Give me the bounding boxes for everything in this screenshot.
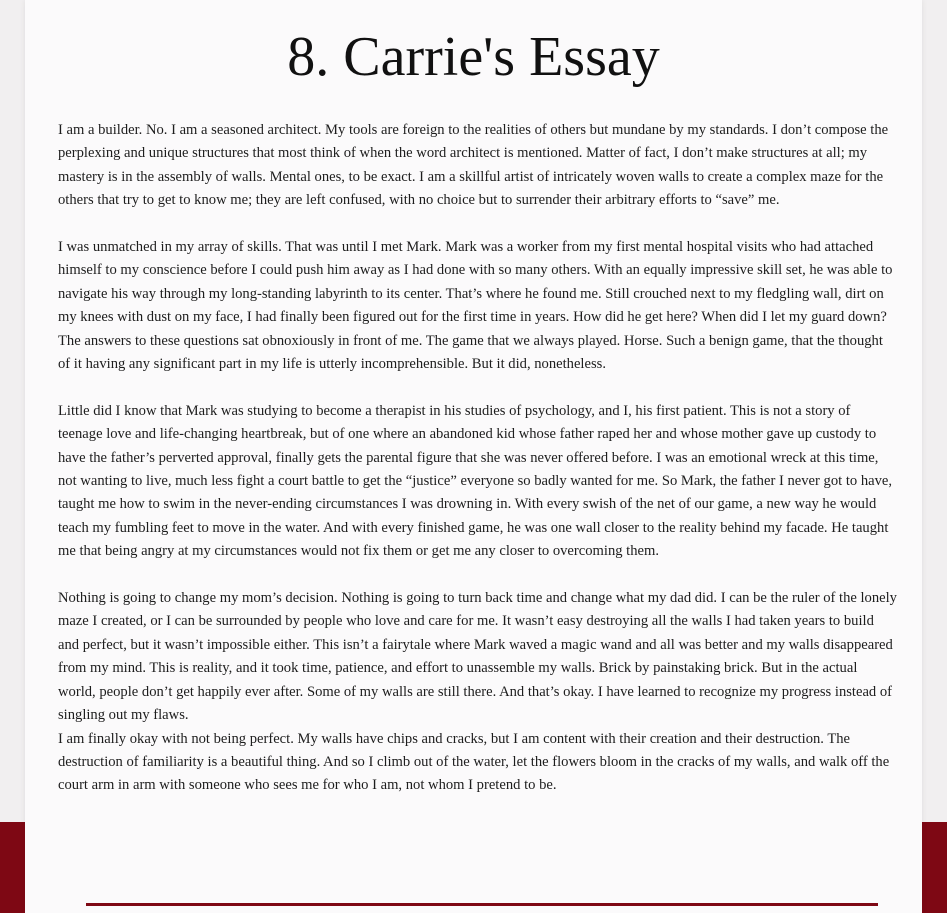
essay-page: [25, 0, 922, 913]
page-title: 8. Carrie's Essay: [287, 26, 660, 88]
left-accent-bar: [0, 822, 25, 913]
paragraph-3: Little did I know that Mark was studying to become a therapist in his studies of psychology, and I, his first patient. This is not a story of teenage love and life-changing heartbreak, but of one where an abandoned kid whose father raped her and whose mother gave up custody to have the father’s perverted approval, finally gets the parental figure that she was never offered before. I was an emotional wreck at this time, not wanting to live, much less fight a court battle to get the “justice” everyone so badly wanted for me. So Mark, the father I never got to have, taught me how to swim in the never-ending circumstances I was drowning in. With every swish of the net of our game, a new way he would teach my fumbling feet to move in the water. And with every finished game, he was one wall closer to the reality behind my facade. He taught me that being angry at my circumstances would not fix them or get me any closer to overcoming them.: [58, 402, 893, 560]
essay-body: [58, 119, 898, 798]
bottom-divider: [86, 903, 878, 906]
paragraph-2: I was unmatched in my array of skills. That was until I met Mark. Mark was a worker from my first mental hospital visits who had attached himself to my conscience before I could push him away as I had done with so many others. With an equally impressive skill set, he was able to navigate his way through my long-standing labyrinth to its center. That’s where he found me. Still crouched next to my fledgling wall, dirt on my knees with dust on my face, I had finally been figured out for the first time in years. How did he get here? When did I let my guard down? The answers to these questions sat obnoxiously in front of me. The game that we always played. Horse. Such a benign game, that the thought of it having any significant part in my life is utterly incomprehensible. But it did, nonetheless.: [58, 239, 893, 373]
paragraph-4: Nothing is going to change my mom’s decision. Nothing is going to turn back time and change what my dad did. I can be the ruler of the lonely maze I created, or I can be surrounded by people who love and care for me. It wasn’t easy destroying all the walls I had taken years to build and perfect, but it wasn’t impossible either. This isn’t a fairytale where Mark waved a magic wand and all was better and my walls disappeared from my mind. This is reality, and it took time, patience, and effort to unassemble my walls. Brick by painstaking brick. But in the actual world, people don’t get happily ever after. Some of my walls are still there. And that’s okay. I have learned to recognize my progress instead of singling out my flaws.: [58, 590, 897, 724]
paragraph-1: I am a builder. No. I am a seasoned architect. My tools are foreign to the realities of others but mundane by my standards. I don’t compose the perplexing and unique structures that most think of when the word architect is mentioned. Matter of fact, I don’t make structures at all; my mastery is in the assembly of walls. Mental ones, to be exact. I am a skillful artist of intricately woven walls to create a complex maze for the others that try to get to know me; they are left confused, with no choice but to surrender their arbitrary efforts to “save” me.: [58, 122, 889, 209]
paragraph-5: I am finally okay with not being perfect. My walls have chips and cracks, but I am content with their creation and their destruction. The destruction of familiarity is a beautiful thing. And so I climb out of the water, let the flowers bloom in the cracks of my walls, and walk off the court arm in arm with someone who sees me for who I am, not whom I pretend to be.: [58, 730, 890, 794]
right-accent-bar: [922, 822, 947, 913]
